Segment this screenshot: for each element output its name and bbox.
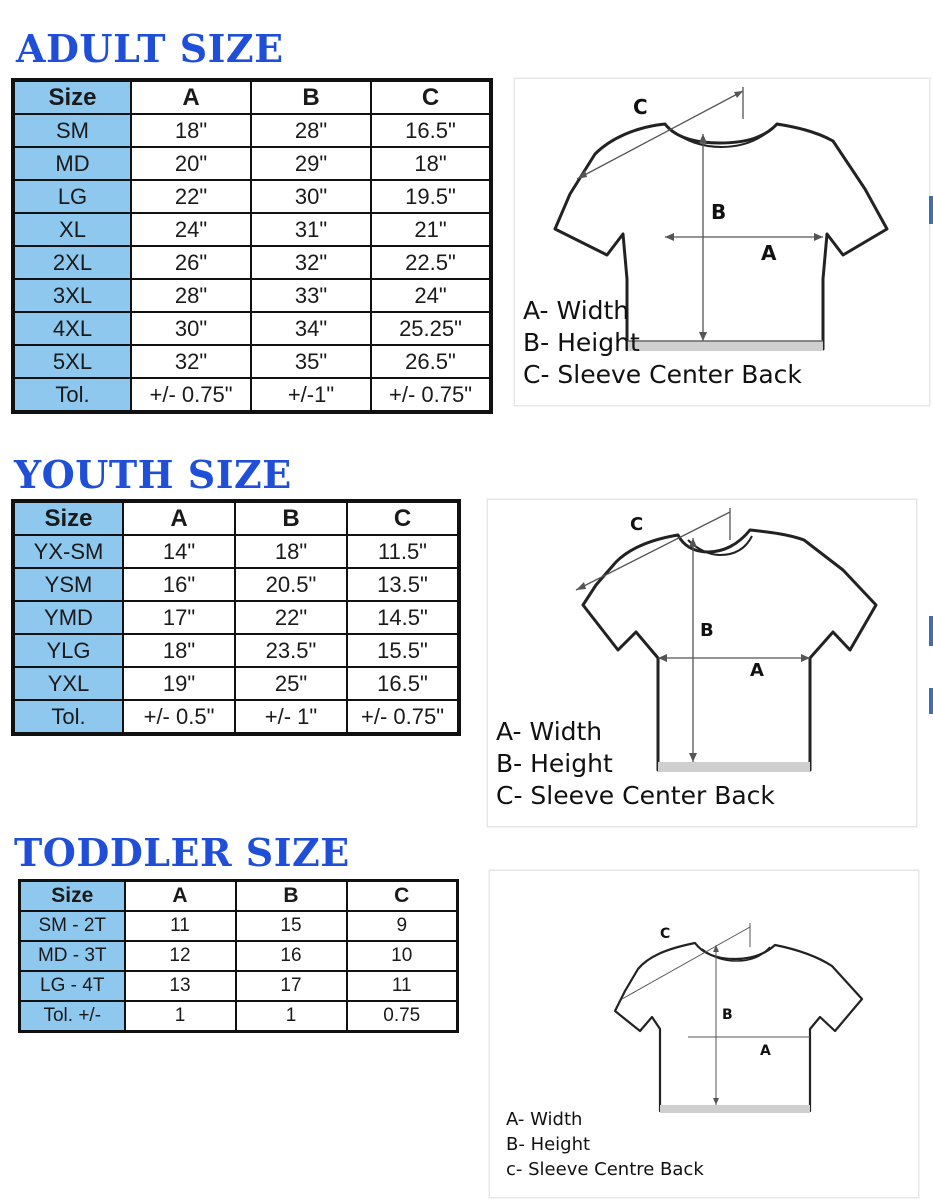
table-row	[13, 345, 491, 378]
width-cell: 12	[125, 941, 236, 971]
width-cell: 19"	[123, 667, 235, 700]
width-cell: +/- 0.75"	[131, 378, 251, 412]
tolerance-row	[20, 1001, 458, 1032]
youth-size-title: YOUTH SIZE	[14, 452, 292, 497]
size-cell: MD - 3T	[20, 941, 125, 971]
column-header-c: C	[371, 80, 491, 114]
height-cell: 23.5"	[235, 634, 347, 667]
diagram-label-b: B	[700, 620, 714, 641]
sleeve-cell: 26.5"	[371, 345, 491, 378]
height-cell: 17	[236, 971, 347, 1001]
size-cell: LG	[13, 180, 131, 213]
sleeve-cell: 9	[347, 911, 458, 941]
sleeve-cell: 24"	[371, 279, 491, 312]
adult-size-table	[11, 78, 493, 414]
sleeve-cell: 19.5"	[371, 180, 491, 213]
sleeve-cell: 11	[347, 971, 458, 1001]
table-row	[13, 147, 491, 180]
sleeve-cell: +/- 0.75"	[371, 378, 491, 412]
legend-sleeve: c- Sleeve Centre Back	[506, 1159, 704, 1181]
height-cell: 28"	[251, 114, 371, 147]
width-cell: 22"	[131, 180, 251, 213]
legend-width: A- Width	[506, 1109, 583, 1130]
column-header-a: A	[125, 881, 236, 912]
diagram-label-a: A	[760, 1043, 771, 1059]
sleeve-cell: 11.5"	[347, 535, 459, 568]
measurement-legend	[506, 1107, 704, 1183]
edge-artifact	[929, 196, 933, 224]
height-cell: 22"	[235, 601, 347, 634]
width-cell: +/- 0.5"	[123, 700, 235, 734]
column-header-a: A	[131, 80, 251, 114]
column-header-b: B	[235, 501, 347, 535]
toddler-size-title: TODDLER SIZE	[14, 830, 350, 875]
size-cell: XL	[13, 213, 131, 246]
youth-size-table	[11, 499, 461, 736]
toddler-size-table	[18, 879, 459, 1033]
height-cell: 25"	[235, 667, 347, 700]
width-cell: 18"	[131, 114, 251, 147]
sleeve-cell: +/- 0.75"	[347, 700, 459, 734]
sleeve-cell: 10	[347, 941, 458, 971]
height-cell: 32"	[251, 246, 371, 279]
width-cell: 16"	[123, 568, 235, 601]
tolerance-row	[13, 378, 491, 412]
height-cell: 16	[236, 941, 347, 971]
size-cell: 2XL	[13, 246, 131, 279]
diagram-label-c: C	[660, 926, 671, 942]
legend-height: B- Height	[523, 328, 640, 357]
width-cell: 32"	[131, 345, 251, 378]
height-cell: 31"	[251, 213, 371, 246]
size-cell: Tol.	[13, 700, 123, 734]
table-row	[13, 568, 459, 601]
table-row	[13, 535, 459, 568]
height-cell: 33"	[251, 279, 371, 312]
adult-tshirt-diagram	[514, 78, 930, 406]
legend-sleeve: C- Sleeve Center Back	[496, 781, 775, 810]
column-header-b: B	[236, 881, 347, 912]
sleeve-cell: 14.5"	[347, 601, 459, 634]
size-cell: Tol. +/-	[20, 1001, 125, 1032]
height-cell: 20.5"	[235, 568, 347, 601]
height-cell: +/-1"	[251, 378, 371, 412]
width-cell: 28"	[131, 279, 251, 312]
edge-artifact	[929, 616, 933, 646]
table-header-row	[13, 80, 491, 114]
width-cell: 26"	[131, 246, 251, 279]
table-row	[13, 180, 491, 213]
column-header-size: Size	[20, 881, 125, 912]
legend-width: A- Width	[523, 296, 630, 325]
table-row	[20, 971, 458, 1001]
size-cell: SM	[13, 114, 131, 147]
height-cell: 15	[236, 911, 347, 941]
size-cell: YXL	[13, 667, 123, 700]
diagram-label-c: C	[630, 514, 644, 535]
sleeve-cell: 13.5"	[347, 568, 459, 601]
size-cell: Tol.	[13, 378, 131, 412]
width-cell: 20"	[131, 147, 251, 180]
size-cell: YMD	[13, 601, 123, 634]
size-cell: YSM	[13, 568, 123, 601]
height-cell: 30"	[251, 180, 371, 213]
size-cell: 3XL	[13, 279, 131, 312]
adult-size-title: ADULT SIZE	[16, 26, 284, 71]
sleeve-cell: 22.5"	[371, 246, 491, 279]
table-row	[13, 667, 459, 700]
sleeve-cell: 18"	[371, 147, 491, 180]
size-cell: SM - 2T	[20, 911, 125, 941]
sleeve-cell: 21"	[371, 213, 491, 246]
youth-tshirt-diagram	[487, 499, 917, 827]
size-cell: MD	[13, 147, 131, 180]
column-header-size: Size	[13, 501, 123, 535]
diagram-label-a: A	[750, 660, 764, 681]
height-cell: 18"	[235, 535, 347, 568]
width-cell: 11	[125, 911, 236, 941]
column-header-b: B	[251, 80, 371, 114]
width-cell: 1	[125, 1001, 236, 1032]
sleeve-cell: 16.5"	[371, 114, 491, 147]
width-cell: 18"	[123, 634, 235, 667]
table-row	[13, 634, 459, 667]
legend-sleeve: C- Sleeve Center Back	[523, 360, 802, 389]
width-cell: 30"	[131, 312, 251, 345]
diagram-label-a: A	[761, 241, 777, 265]
height-cell: 29"	[251, 147, 371, 180]
sleeve-cell: 25.25"	[371, 312, 491, 345]
table-row	[13, 601, 459, 634]
diagram-label-c: C	[633, 95, 648, 119]
size-cell: YX-SM	[13, 535, 123, 568]
width-cell: 24"	[131, 213, 251, 246]
table-header-row	[20, 881, 458, 912]
width-cell: 13	[125, 971, 236, 1001]
table-row	[13, 114, 491, 147]
size-cell: LG - 4T	[20, 971, 125, 1001]
height-cell: 35"	[251, 345, 371, 378]
column-header-c: C	[347, 501, 459, 535]
toddler-tshirt-diagram	[489, 870, 919, 1198]
table-header-row	[13, 501, 459, 535]
sleeve-cell: 0.75	[347, 1001, 458, 1032]
measurement-legend	[523, 295, 802, 391]
edge-artifact	[929, 688, 933, 714]
size-cell: 5XL	[13, 345, 131, 378]
size-cell: YLG	[13, 634, 123, 667]
table-row	[20, 941, 458, 971]
size-cell: 4XL	[13, 312, 131, 345]
table-row	[20, 911, 458, 941]
sleeve-cell: 15.5"	[347, 634, 459, 667]
diagram-label-b: B	[722, 1007, 733, 1023]
legend-height: B- Height	[496, 749, 613, 778]
height-cell: 1	[236, 1001, 347, 1032]
height-cell: +/- 1"	[235, 700, 347, 734]
diagram-label-b: B	[711, 200, 727, 224]
width-cell: 14"	[123, 535, 235, 568]
table-row	[13, 246, 491, 279]
table-row	[13, 279, 491, 312]
table-row	[13, 312, 491, 345]
sleeve-cell: 16.5"	[347, 667, 459, 700]
height-cell: 34"	[251, 312, 371, 345]
legend-height: B- Height	[506, 1134, 591, 1156]
tolerance-row	[13, 700, 459, 734]
column-header-c: C	[347, 881, 458, 912]
column-header-size: Size	[13, 80, 131, 114]
measurement-legend	[496, 716, 775, 812]
legend-width: A- Width	[496, 717, 603, 746]
column-header-a: A	[123, 501, 235, 535]
table-row	[13, 213, 491, 246]
width-cell: 17"	[123, 601, 235, 634]
